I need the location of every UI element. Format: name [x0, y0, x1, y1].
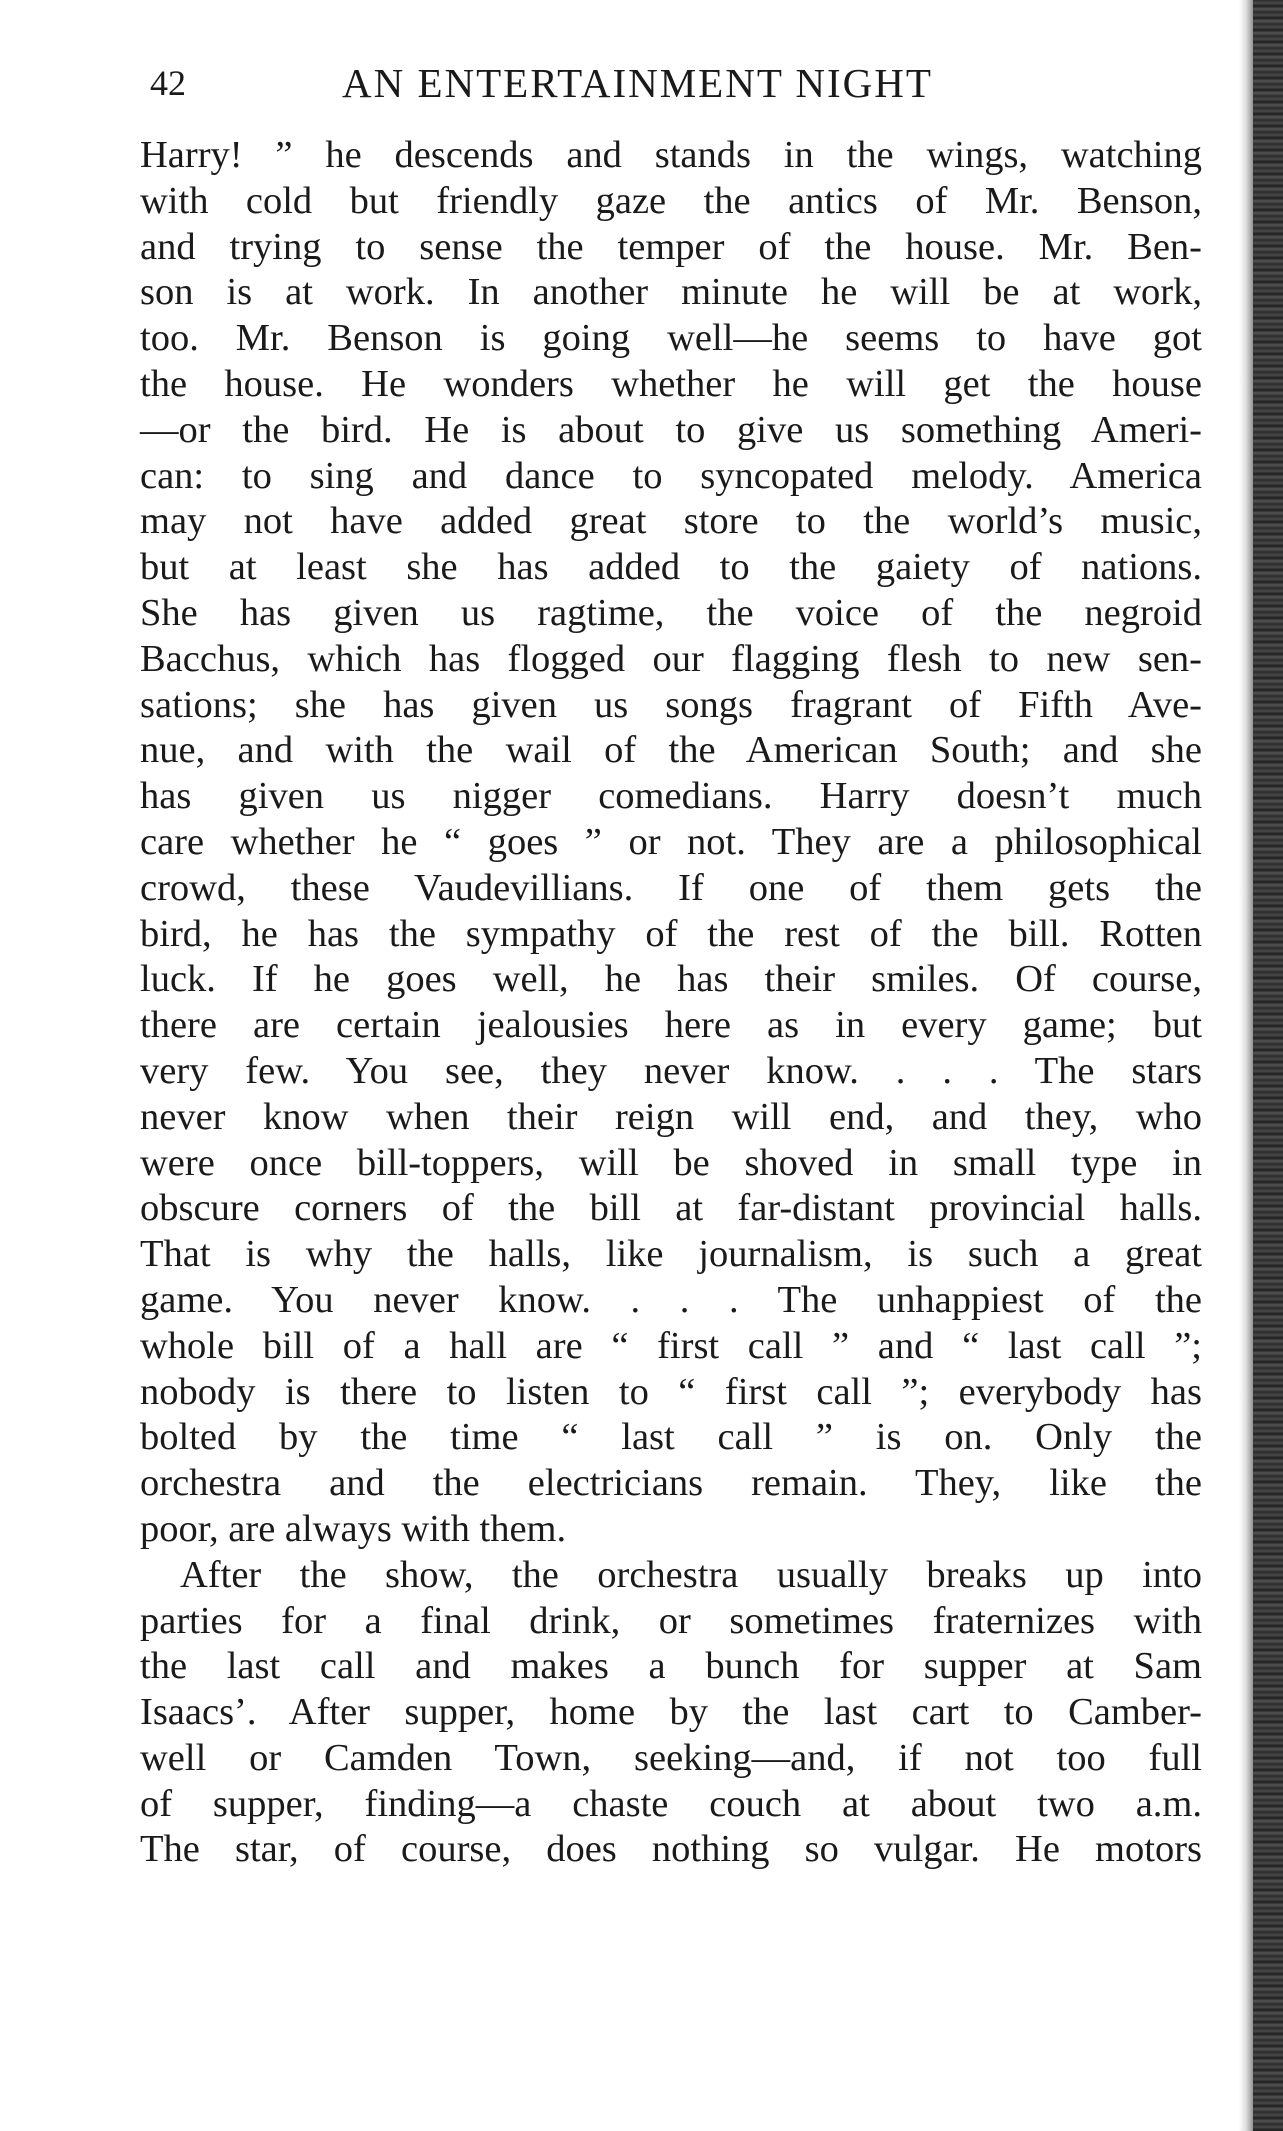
- text-line: bird, he has the sympathy of the rest of the bill. Rotten: [140, 912, 1202, 955]
- text-line: may not have added great store to the world’s music,: [140, 500, 1202, 543]
- text-line: crowd, these Vaudevillians. If one of them gets the: [140, 866, 1202, 909]
- text-line: and trying to sense the temper of the house. Mr. Ben-: [140, 225, 1202, 268]
- body-text: [140, 133, 1202, 1873]
- text-line: luck. If he goes well, he has their smiles. Of course,: [140, 958, 1202, 1001]
- text-line: the last call and makes a bunch for supper at Sam: [140, 1645, 1202, 1688]
- text-line: whole bill of a hall are “ first call ” and “ last call ”;: [140, 1324, 1202, 1367]
- text-line: obscure corners of the bill at far-distant provincial halls.: [140, 1187, 1202, 1230]
- text-line: game. You never know. . . . The unhappiest of the: [140, 1278, 1202, 1321]
- text-line: can: to sing and dance to syncopated melody. America: [140, 454, 1202, 497]
- text-line: were once bill-toppers, will be shoved in small type in: [140, 1141, 1202, 1184]
- text-line: She has given us ragtime, the voice of the negroid: [140, 591, 1202, 634]
- text-line: there are certain jealousies here as in every game; but: [140, 1004, 1202, 1047]
- text-line: That is why the halls, like journalism, is such a great: [140, 1233, 1202, 1276]
- text-line: sations; she has given us songs fragrant of Fifth Ave-: [140, 683, 1202, 726]
- text-line: Bacchus, which has flogged our flagging flesh to new sen-: [140, 637, 1202, 680]
- page-edge-shadow: [1239, 0, 1253, 2131]
- page-edge: [1253, 0, 1283, 2131]
- text-line: well or Camden Town, seeking—and, if not too full: [140, 1736, 1202, 1779]
- text-line: with cold but friendly gaze the antics of Mr. Benson,: [140, 179, 1202, 222]
- text-line: The star, of course, does nothing so vulgar. He motors: [140, 1828, 1202, 1871]
- page-number: 42: [150, 63, 186, 103]
- text-line: parties for a final drink, or sometimes fraternizes with: [140, 1599, 1202, 1642]
- text-line: Harry! ” he descends and stands in the wings, watching: [140, 134, 1202, 176]
- text-line: nue, and with the wail of the American South; and she: [140, 729, 1202, 772]
- text-line: orchestra and the electricians remain. They, like the: [140, 1462, 1202, 1505]
- text-line: Isaacs’. After supper, home by the last cart to Camber-: [140, 1691, 1202, 1734]
- text-line: —or the bird. He is about to give us something Ameri-: [140, 408, 1202, 451]
- text-line: of supper, finding—a chaste couch at about two a.m.: [140, 1782, 1202, 1825]
- running-title: AN ENTERTAINMENT NIGHT: [342, 60, 933, 106]
- text-line: too. Mr. Benson is going well—he seems to have got: [140, 317, 1202, 360]
- text-line: poor, are always with them.: [140, 1507, 567, 1550]
- text-line: never know when their reign will end, and they, who: [140, 1095, 1202, 1138]
- text-line: care whether he “ goes ” or not. They are a philosophical: [140, 820, 1202, 863]
- text-line: has given us nigger comedians. Harry doesn’t much: [140, 775, 1202, 818]
- running-head: [150, 55, 1200, 111]
- paragraph-start-line: After the show, the orchestra usually breaks up into: [180, 1553, 1202, 1596]
- text-line: nobody is there to listen to “ first call ”; everybody has: [140, 1370, 1202, 1413]
- text-line: bolted by the time “ last call ” is on. Only the: [140, 1416, 1202, 1459]
- text-line: the house. He wonders whether he will get the house: [140, 362, 1202, 405]
- text-line: very few. You see, they never know. . . . The stars: [140, 1049, 1202, 1092]
- text-line: but at least she has added to the gaiety of nations.: [140, 546, 1202, 589]
- text-line: son is at work. In another minute he will be at work,: [140, 271, 1202, 314]
